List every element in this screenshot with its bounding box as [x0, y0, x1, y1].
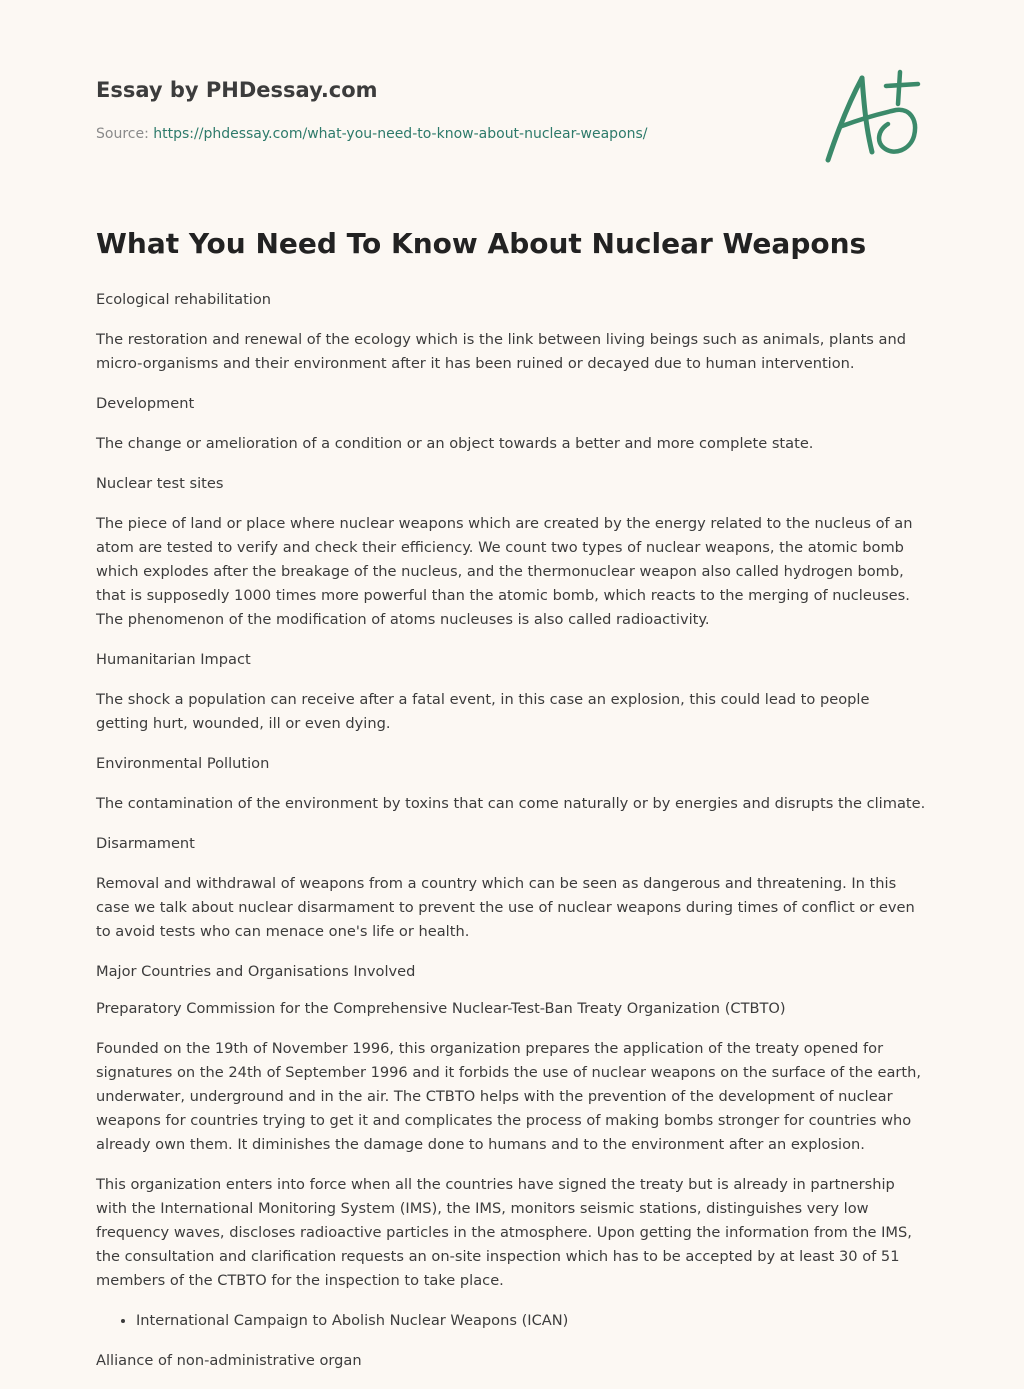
- source-link[interactable]: https://phdessay.com/what-you-need-to-know-about-nuclear-weapons/: [153, 126, 648, 142]
- paragraph: This organization enters into force when all the countries have signed the treaty but is already in partnership with the International Monitoring System (IMS), the IMS, monitors seismic stations, distinguishes very low frequency waves, discloses radioactive particles in the atmosphere. Upon getting the information from the IMS, the consultation and clarification requests an on-site inspection which has to be accepted by at least 30 of 51 members of the CTBTO for the inspection to take place.: [96, 1176, 912, 1289]
- source-line: [96, 124, 816, 144]
- essay-content: [96, 224, 926, 1389]
- document-header: [96, 76, 816, 144]
- paragraph: Alliance of non-administrative organ: [96, 1352, 362, 1369]
- section-heading: Ecological rehabilitation: [96, 291, 272, 308]
- section-heading: Disarmament: [96, 835, 195, 852]
- paragraph: Removal and withdrawal of weapons from a country which can be seen as dangerous and threatening. In this case we talk about nuclear disarmament to prevent the use of nuclear weapons during times of conflict or even to avoid tests who can menace one's life or health.: [96, 875, 915, 940]
- paragraph: The restoration and renewal of the ecology which is the link between living beings such as animals, plants and micro-organisms and their environment after it has been ruined or decayed due to human intervention.: [96, 331, 906, 372]
- section-heading: Major Countries and Organisations Involved: [96, 963, 416, 980]
- paragraph: The contamination of the environment by toxins that can come naturally or by energies and disrupts the climate.: [96, 795, 926, 812]
- section-heading: Humanitarian Impact: [96, 651, 251, 668]
- section-heading: Environmental Pollution: [96, 755, 270, 772]
- section-heading: Nuclear test sites: [96, 475, 224, 492]
- essay-title: What You Need To Know About Nuclear Weapons: [96, 227, 867, 260]
- paragraph: The change or amelioration of a condition or an object towards a better and more complete state.: [96, 435, 814, 452]
- source-label: Source:: [96, 126, 149, 142]
- paragraph: Founded on the 19th of November 1996, this organization prepares the application of the treaty opened for signatures on the 24th of September 1996 and it forbids the use of nuclear weapons on the surface of the earth, underwater, underground and in the air. The CTBTO helps with the prevention of the development of nuclear weapons for countries trying to get it and complicates the process of making bombs stronger for countries who already own them. It diminishes the damage done to humans and to the environment after an explosion.: [96, 1040, 922, 1153]
- list-item: • International Campaign to Abolish Nuclear Weapons (ICAN): [136, 1309, 926, 1333]
- section-heading: Development: [96, 395, 195, 412]
- a-plus-logo-icon: [818, 64, 928, 168]
- paragraph: The piece of land or place where nuclear weapons which are created by the energy related to the nucleus of an atom are tested to verify and check their efficiency. We count two types of nuclear weapons, the atomic bomb which explodes after the breakage of the nucleus, and the thermonuclear weapon also called hydrogen bomb, that is supposedly 1000 times more powerful than the atomic bomb, which reacts to the merging of nucleuses. The phenomenon of the modification of atoms nucleuses is also called radioactivity.: [96, 515, 913, 628]
- paragraph: The shock a population can receive after a fatal event, in this case an explosion, this could lead to people getting hurt, wounded, ill or even dying.: [96, 691, 870, 732]
- section-heading: Preparatory Commission for the Comprehensive Nuclear-Test-Ban Treaty Organization (CTBTO): [96, 1000, 786, 1017]
- brand-title: Essay by PHDessay.com: [96, 78, 378, 102]
- bullet-list: [96, 1309, 926, 1333]
